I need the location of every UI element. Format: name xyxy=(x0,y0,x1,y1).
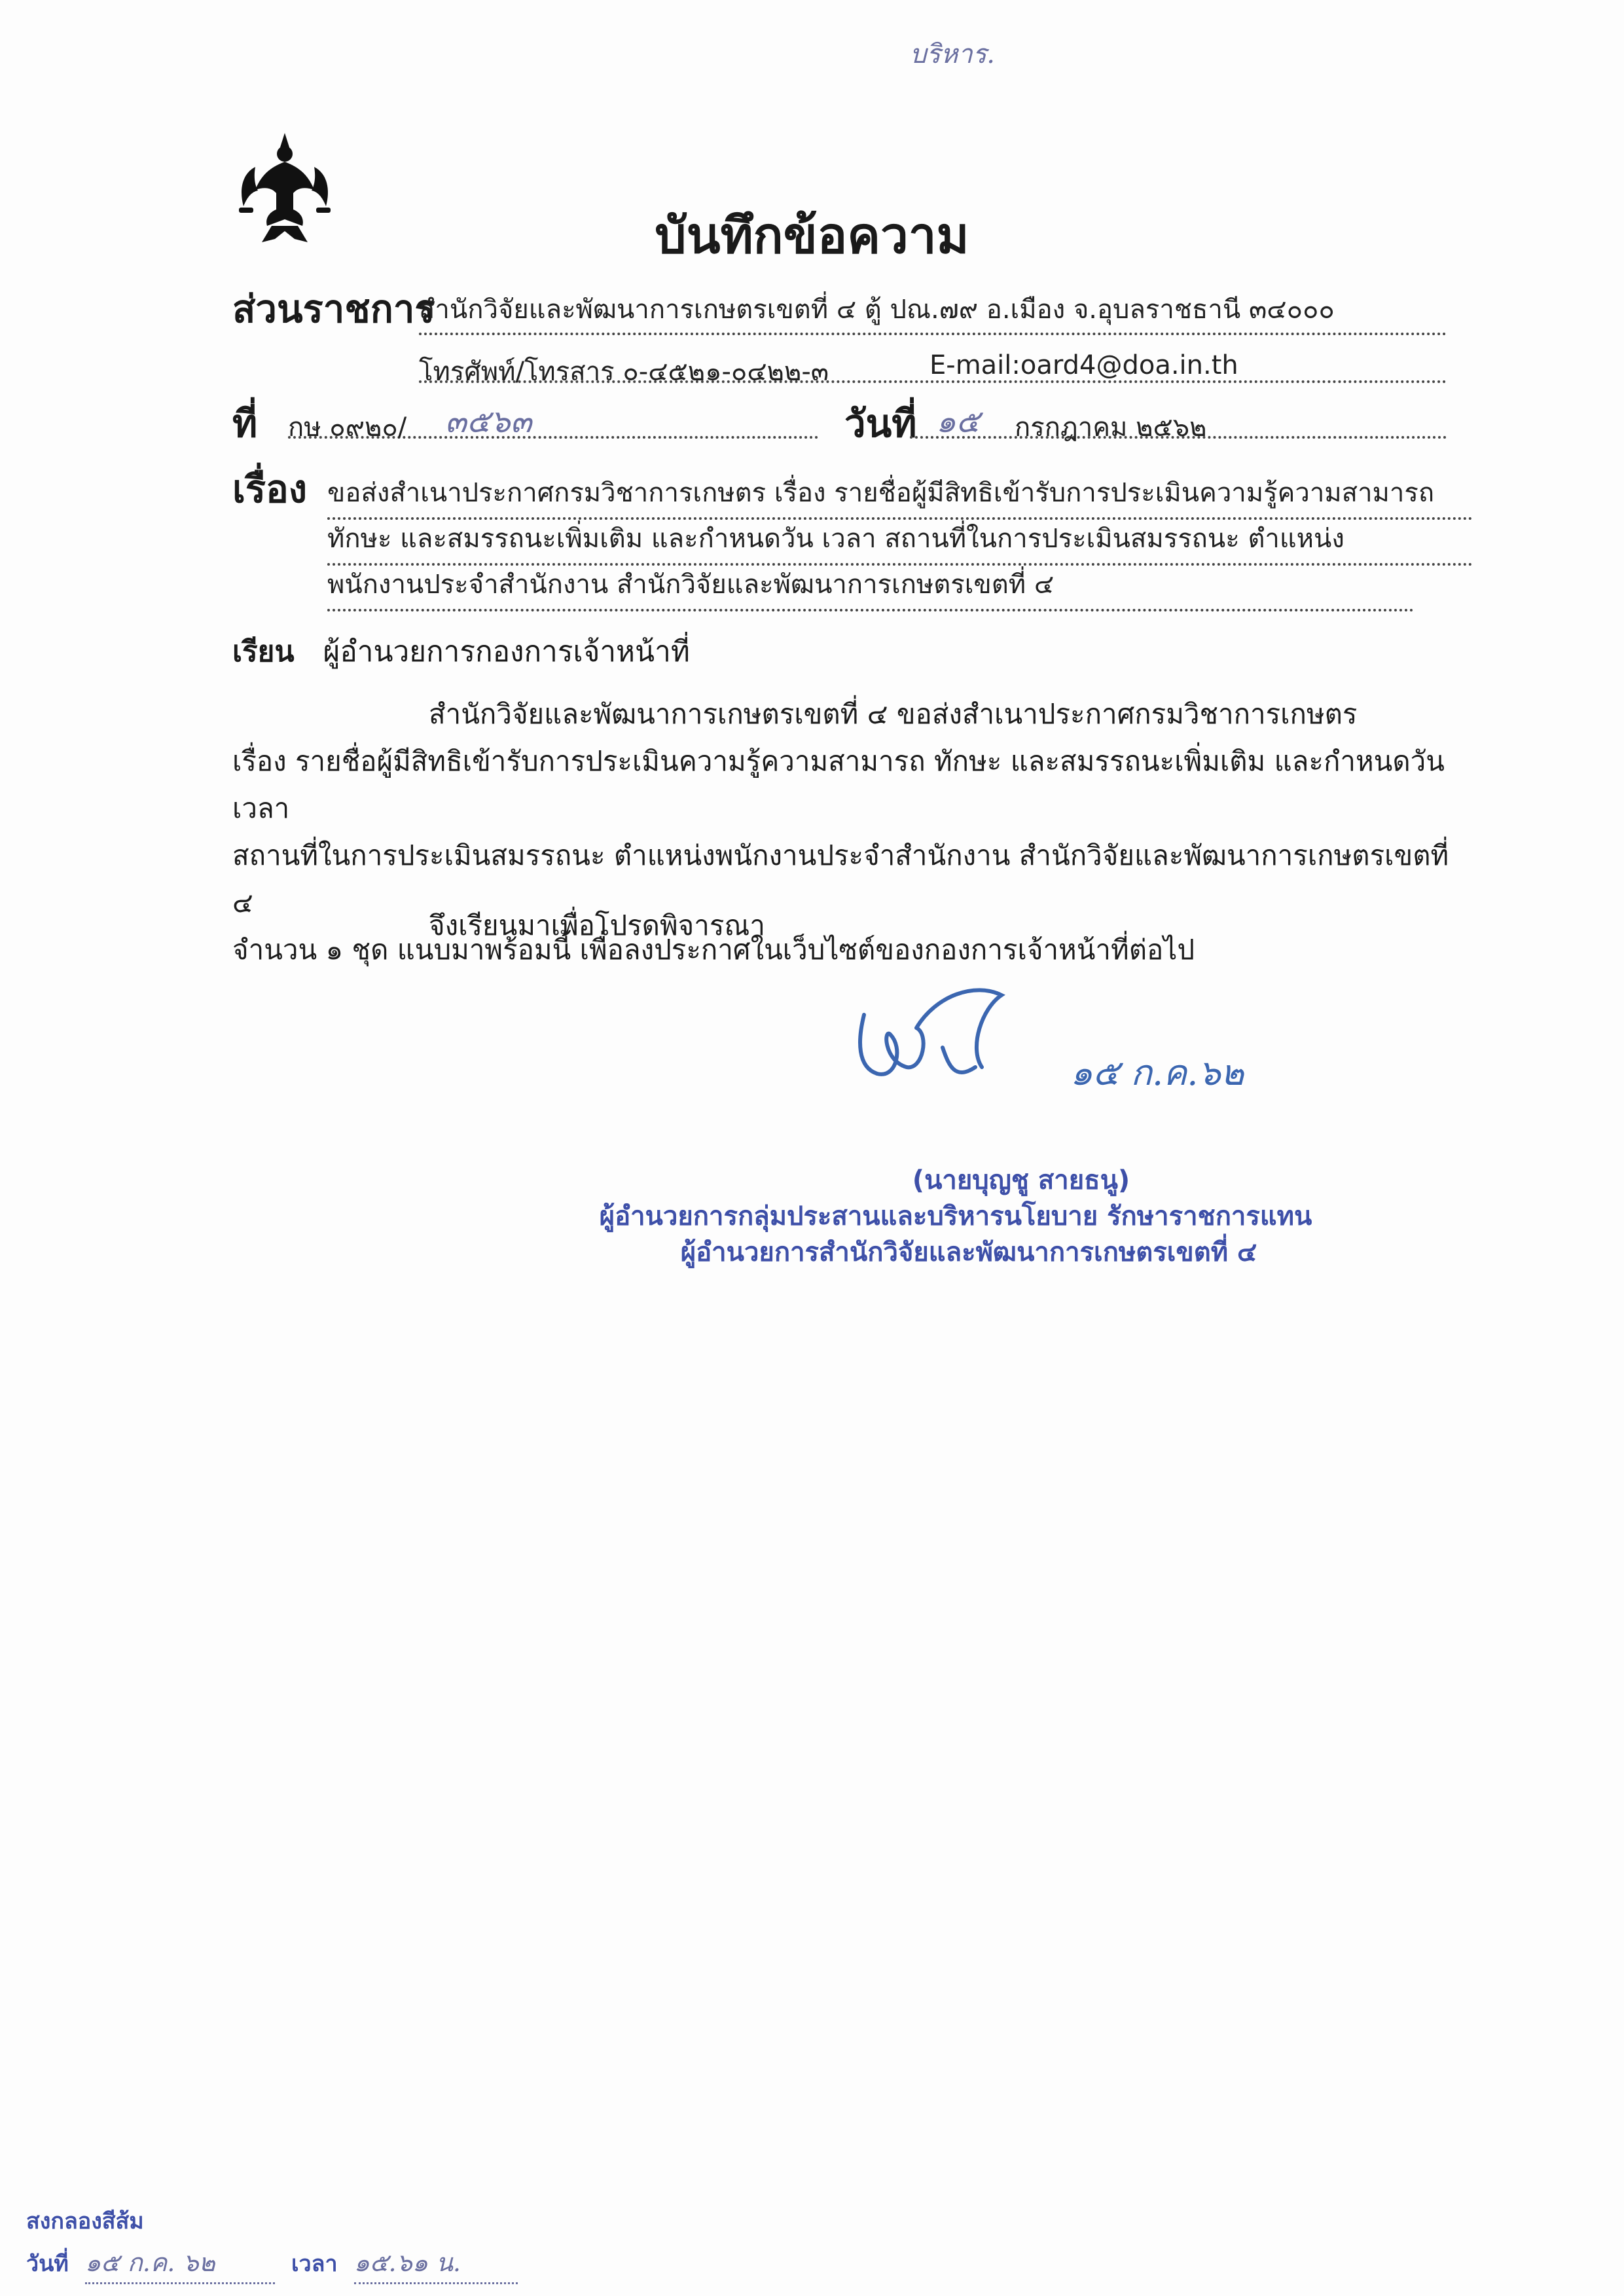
body-line: เรื่อง รายชื่อผู้มีสิทธิเข้ารับการประเมินความรู้ความสามารถ ทักษะ และสมรรถนะเพิ่มเติม และกำหนดวัน เวลา xyxy=(232,745,1445,824)
ref-handwritten: ๓๕๖๓ xyxy=(445,403,532,440)
handwritten-signature-icon xyxy=(844,969,1080,1106)
email-value: E-mail:oard4@doa.in.th xyxy=(929,350,1238,380)
subject-line-1: ขอส่งสำเนาประกาศกรมวิชาการเกษตร เรื่อง รายชื่อผู้มีสิทธิเข้ารับการประเมินความรู้ความสามารถ xyxy=(327,471,1473,520)
receipt-office: สงกลองสีส้ม xyxy=(26,2208,144,2234)
memo-title: บันทึกข้อความ xyxy=(655,206,969,264)
salutation-label: เรียน xyxy=(232,635,295,668)
receipt-time-value: ๑๕.๖๑ น. xyxy=(354,2242,518,2284)
salutation xyxy=(232,629,690,674)
date-label: วันที่ xyxy=(844,401,917,446)
receipt-date-value: ๑๕ ก.ค. ๖๒ xyxy=(85,2242,275,2284)
ref-value: กษ ๐๙๒๐/ xyxy=(288,412,407,443)
subject-label: เรื่อง xyxy=(232,467,308,511)
corner-note: บริหาร. xyxy=(910,39,995,69)
agency-label: ส่วนราชการ xyxy=(232,287,435,331)
date-value: กรกฎาคม ๒๕๖๒ xyxy=(1015,412,1207,443)
body-line: สำนักวิจัยและพัฒนาการเกษตรเขตที่ ๔ ขอส่งสำเนาประกาศกรมวิชาการเกษตร xyxy=(429,698,1358,730)
signer-name: (นายบุญชู สายธนู) xyxy=(912,1165,1130,1195)
ref-label: ที่ xyxy=(232,401,258,446)
contact-value: โทรศัพท์/โทรสาร ๐-๔๕๒๑-๐๔๒๒-๓ xyxy=(419,357,829,387)
body-line: สถานที่ในการประเมินสมรรถนะ ตำแหน่งพนักงานประจำสำนักงาน สำนักวิจัยและพัฒนาการเกษตรเขตที่ ๔ xyxy=(232,839,1449,919)
ref-field xyxy=(288,403,818,443)
receipt-date-label: วันที่ xyxy=(26,2251,69,2277)
date-field xyxy=(910,403,1447,443)
signature-date: ๑๕ ก.ค.๖๒ xyxy=(1070,1052,1244,1093)
receipt-datetime xyxy=(26,2242,518,2284)
contact-row xyxy=(419,350,1447,387)
signer-title-1: ผู้อำนวยการกลุ่มประสานและบริหารนโยบาย รักษาราชการแทน xyxy=(599,1201,1312,1231)
agency-value: สำนักวิจัยและพัฒนาการเกษตรเขตที่ ๔ ตู้ ปณ.๗๙ อ.เมือง จ.อุบลราชธานี ๓๔๐๐๐ xyxy=(419,288,1447,335)
subject-line-2: ทักษะ และสมรรถนะเพิ่มเติม และกำหนดวัน เวลา สถานที่ในการประเมินสมรรถนะ ตำแหน่ง xyxy=(327,517,1473,566)
subject-line-3: พนักงานประจำสำนักงาน สำนักวิจัยและพัฒนาการเกษตรเขตที่ ๔ xyxy=(327,563,1414,611)
date-handwritten: ๑๕ xyxy=(936,403,980,440)
signer-title-2: ผู้อำนวยการสำนักวิจัยและพัฒนาการเกษตรเขตที่ ๔ xyxy=(680,1237,1257,1267)
body-line: จำนวน ๑ ชุด แนบมาพร้อมนี้ เพื่อลงประกาศในเว็บไซต์ของกองการเจ้าหน้าที่ต่อไป xyxy=(232,934,1195,966)
body-paragraph xyxy=(232,691,1476,974)
salutation-value: ผู้อำนวยการกองการเจ้าหน้าที่ xyxy=(323,635,690,668)
receipt-time-label: เวลา xyxy=(291,2251,338,2277)
closing-line: จึงเรียนมาเพื่อโปรดพิจารณา xyxy=(429,909,765,941)
